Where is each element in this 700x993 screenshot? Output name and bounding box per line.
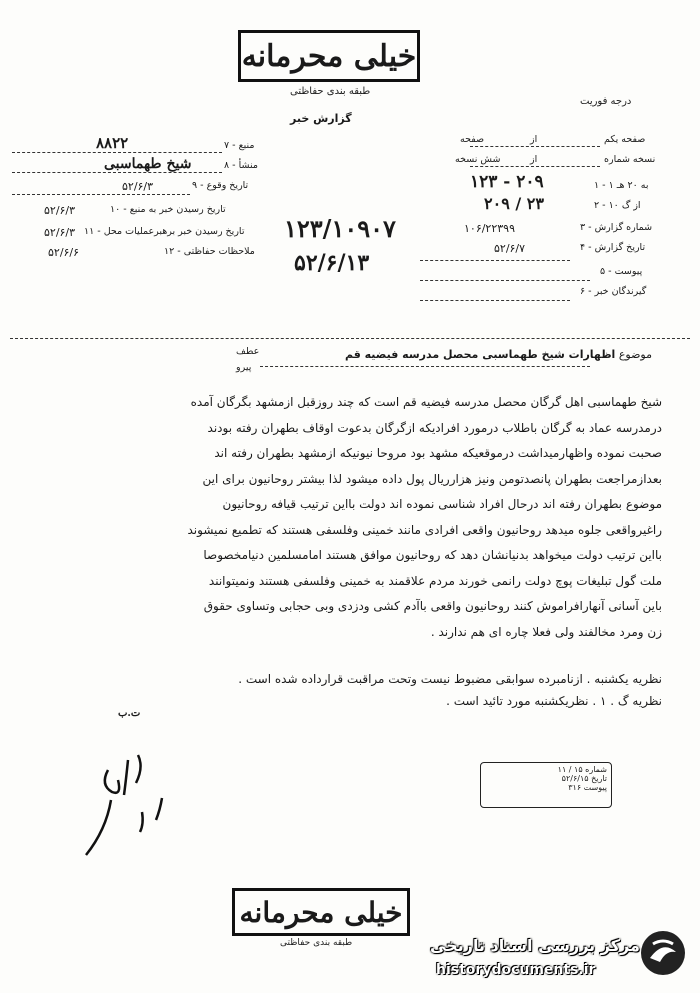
page-unit: صفحه [460,134,485,145]
page-label: صفحه یکم [604,134,646,145]
field9-value: ۵۲/۶/۳ [122,180,154,193]
field9-rule [12,194,190,195]
body-line: شیخ طهماسبی اهل گرگان محصل مدرسه فیضیه قم است که چند روزقبل ازمشهد بگرگان آمده [190,395,662,409]
handwritten-date: ۵۲/۶/۱۳ [294,250,370,276]
receipt-stamp [480,762,612,808]
item3-label: ۳ - شماره گزارش [580,222,653,233]
note-line: نظریه یکشنبه . ازنامبرده سوابقی مضبوط نیست وتحت مراقبت قرارداده شده است . [238,672,662,686]
field9-label: ۹ - تاریخ وقوع [192,180,249,191]
top-classification-stamp: خیلی محرمانه [238,30,420,82]
note-line: نظریه گ . ۱ . نظریکشنبه مورد تائید است . [446,694,662,708]
subject-line [50,348,652,361]
item3-value: ۱۰۶/۲۲۳۹۹ [464,222,515,235]
receipt-line-2: تاریخ ۵۲/۶/۱۵ [561,774,607,783]
report-body [36,390,662,645]
item1-label: ۱ - به ۲۰ هـ ۱ [594,180,649,191]
field10-label: ۱۰ - تاریخ رسیدن خبر به منبع [110,204,226,215]
receipt-line-3: پیوست ۳۱۶ [568,783,607,792]
item4-value: ۵۲/۶/۷ [494,242,526,255]
body-line: موضوع بطهران رفته اند درحال افراد شناسی نموده اند دولت بااین ترتیب قیافه روحانیون [222,497,662,511]
body-line: بااین ترتیب دولت میخواهد بدنیانشان دهد که روحانیون موافق هستند امامسلمین دنیامخصوصا [203,548,662,562]
receipt-line-1: شماره ۱۵ / ۱۱ [557,765,607,774]
body-line: راغیرواقعی جلوه میدهد روحانیون واقعی افرادی مانند خمینی وفلسفی هستند که تطمیع نمیشوند [187,522,662,537]
body-line: زن ومرد مخالفند ولی فعلا چاره ای هم ندارند . [430,624,662,639]
item6-rule [420,300,570,301]
item6-label: ۶ - گیرندگان خبر [580,286,647,297]
watermark-name: مرکز بررسی اسناد تاریخی [430,936,640,955]
body-line: صحبت نموده واظهارمیداشت درموقعیکه مشهد بود مروحا نیونیکه ازمشهد بطهران رفته اند [214,446,662,460]
field11-label: ۱۱ - تاریخ رسیدن خبر برهبرعملیات محل [84,226,245,237]
field12-label: ۱۲ - ملاحظات حفاظتی [164,246,255,257]
classification-caption: طبقه بندی حفاظتی [290,86,371,97]
item4-label: ۴ - تاریخ گزارش [580,242,646,253]
copy-label: نسخه شماره [604,154,656,165]
body-line: بعدازمراجعت بطهران پانصدتومن ونیز هزارریال پول داده میشود لذا بیشتر روحانیون برای این [202,471,662,486]
header-separator [10,338,690,339]
field7-label: ۷ - منبع [224,140,255,151]
initials: ت.ب [118,708,141,719]
watermark-url: historydocuments.ir [436,962,596,978]
subject-rule [260,366,590,367]
subject-text: اظهارات شیخ طهماسبی محصل مدرسه فیضیه قم [344,348,616,361]
page-of: از [530,134,538,145]
field8-value: شیخ طهماسبی [104,156,192,172]
body-line: باین آسانی آنهارافراموش کنند روحانیون واقعی باآدم کشی ودزدی وبی حجابی وتساوی حقوق [203,599,662,613]
field12-value: ۵۲/۶/۶ [48,246,80,259]
field7-rule [12,152,222,153]
analyst-notes [60,668,662,712]
item5-label: ۵ - پیوست [600,266,643,277]
archive-logo-icon [638,928,688,978]
subject-side-note-2: پیرو [236,362,252,373]
page-rule [470,146,600,147]
copy-unit: شش نسخه [455,154,501,165]
field10-value: ۵۲/۶/۳ [44,204,76,217]
copy-of: از [530,154,538,165]
subject-label: موضوع [618,348,652,361]
handwritten-signature [78,750,208,860]
item4-rule [420,260,570,261]
field8-label: ۸ - منشأ [224,160,258,171]
bottom-classification-stamp: خیلی محرمانه [232,888,410,936]
handwritten-number: ۱۲۳/۱۰۹۰۷ [284,214,396,243]
subject-side-note-1: عطف [236,346,260,357]
bottom-classification-caption: طبقه بندی حفاظتی [280,938,353,948]
body-line: درمدرسه عماد به گرگان باطلاب درمورد افرادیکه ازگرگان بدعوت اوقاف بطهران رفته بودند [207,420,662,435]
body-line: ملت گول تبلیغات پوچ دولت رانمی خورند مردم علاقمند به خمینی وفلسفی هستند ونمیتوانند [208,573,662,588]
priority-label: درجه فوریت [580,96,632,107]
field11-value: ۵۲/۶/۳ [44,226,76,239]
field8-rule [12,172,222,173]
item5-rule [420,280,590,281]
report-title: گزارش خبر [290,112,352,125]
item2-value: ۲۰۹ / ۲۳ [484,194,544,213]
field7-value: ۸۸۲۲ [96,134,129,152]
item1-value: ۱۲۳ - ۲۰۹ [470,172,544,192]
item2-label: ۲ - از گ ۱۰ [594,200,641,211]
copy-rule [470,166,600,167]
